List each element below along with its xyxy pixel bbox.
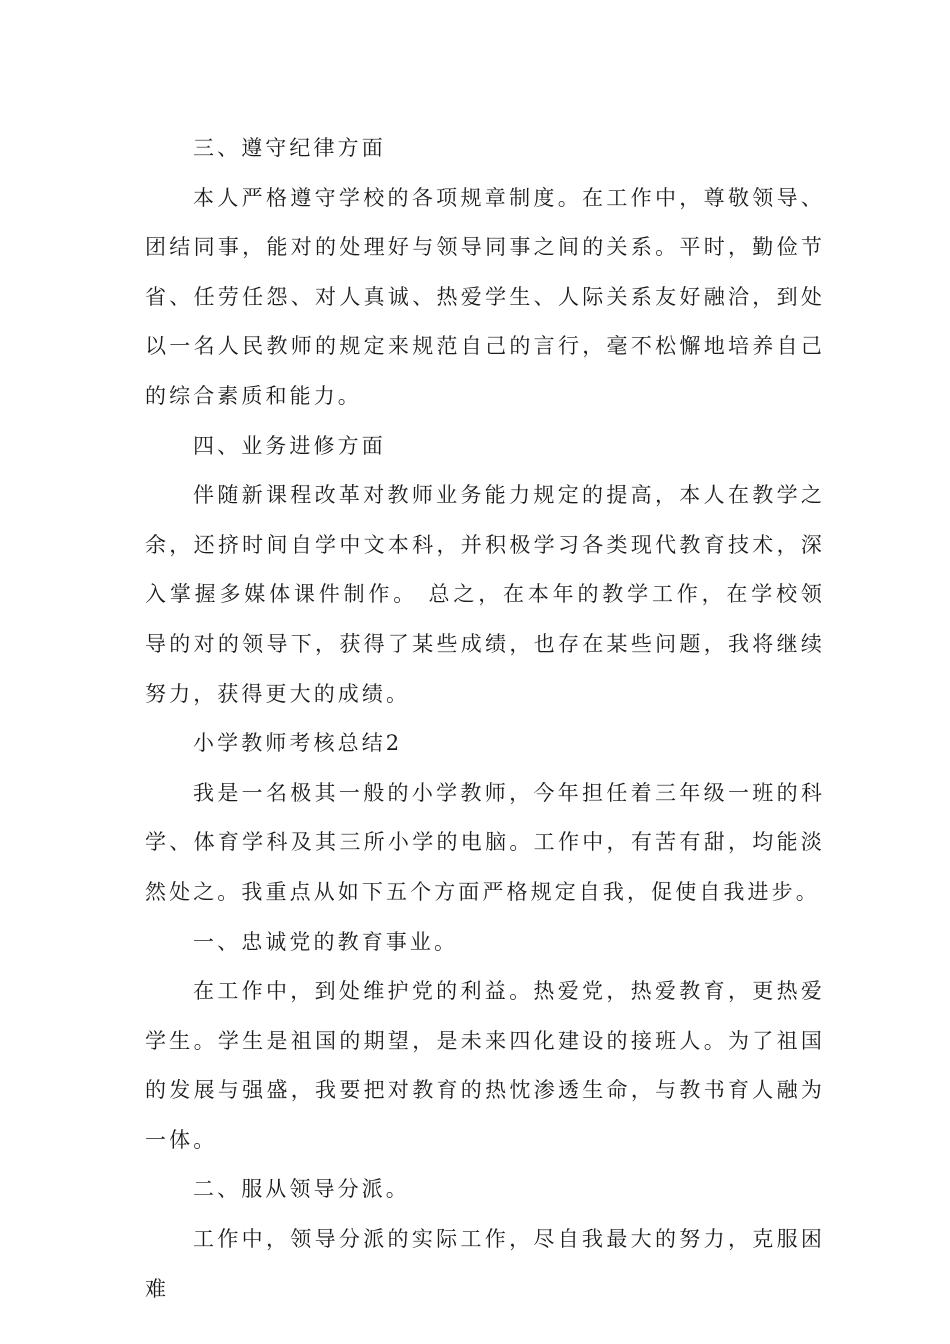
section-heading-obedience: 二、服从领导分派。	[193, 1177, 410, 1202]
paragraph-obedience: 工作中，领导分派的实际工作，尽自我最大的努力，克服困难	[145, 1227, 825, 1301]
paragraph-introduction: 我是一名极其一般的小学教师，今年担任着三年级一班的科学、体育学科及其三所小学的电脑。工作中，有苦有甜，均能淡然处之。我重点从如下五个方面严格规定自我，促使自我进步。	[145, 780, 825, 904]
paragraph-discipline: 本人严格遵守学校的各项规章制度。在工作中，尊敬领导、团结同事，能对的处理好与领导同事之间的关系。平时，勤俭节省、任劳任怨、对人真诚、热爱学生、人际关系友好融洽，到处以一名人民教师的规定来规范自己的言行，毫不松懈地培养自己的综合素质和能力。	[145, 185, 825, 408]
section-heading-training: 四、业务进修方面	[193, 433, 386, 458]
document-subtitle: 小学教师考核总结2	[193, 731, 403, 756]
paragraph-training: 伴随新课程改革对教师业务能力规定的提高，本人在教学之余，还挤时间自学中文本科，并积极学习各类现代教育技术，深入掌握多媒体课件制作。 总之，在本年的教学工作，在学校领导的对的领导下，获得了某些成绩，也存在某些问题，我将继续努力，获得更大的成绩。	[145, 483, 825, 706]
paragraph-loyalty: 在工作中，到处维护党的利益。热爱党，热爱教育，更热爱学生。学生是祖国的期望，是未来四化建设的接班人。为了祖国的发展与强盛，我要把对教育的热忱渗透生命，与教书育人融为一体。	[145, 979, 825, 1152]
section-heading-discipline: 三、遵守纪律方面	[193, 136, 386, 160]
section-heading-loyalty: 一、忠诚党的教育事业。	[193, 929, 459, 954]
document-body	[145, 124, 825, 1314]
